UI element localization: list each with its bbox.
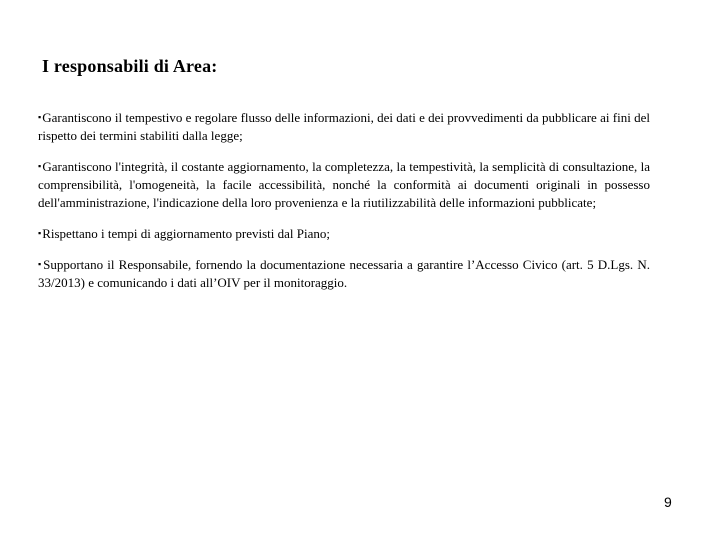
page-number: 9 xyxy=(664,494,672,510)
list-item-text: Garantiscono il tempestivo e regolare flusso delle informazioni, dei dati e dei provvedimenti da pubblicare ai fini del rispetto dei termini stabiliti dalla legge; xyxy=(38,110,650,143)
list-item xyxy=(38,108,650,145)
list-item-text: Supportano il Responsabile, fornendo la documentazione necessaria a garantire l’Accesso Civico (art. 5 D.Lgs. N. 33/2013) e comunicando i dati all’OIV per il monitoraggio. xyxy=(38,257,650,290)
list-item-text: Garantiscono l'integrità, il costante aggiornamento, la completezza, la tempestività, la semplicità di consultazione, la comprensibilità, l'omogeneità, la facile accessibilità, nonché la conformità ai documenti originali in possesso dell'amministrazione, l'indicazione della loro provenienza e la riutilizzabilità delle informazioni pubblicate; xyxy=(38,159,650,210)
bullet-icon: ▪ xyxy=(38,228,42,238)
list-item-text: Rispettano i tempi di aggiornamento previsti dal Piano; xyxy=(42,226,330,241)
list-item xyxy=(38,255,650,292)
bullet-icon: ▪ xyxy=(38,161,42,171)
bullet-icon: ▪ xyxy=(38,112,42,122)
list-item xyxy=(38,157,650,212)
slide-title: I responsabili di Area: xyxy=(42,56,218,76)
bullet-icon: ▪ xyxy=(38,259,43,269)
responsibilities-list xyxy=(38,108,650,304)
list-item xyxy=(38,224,650,243)
